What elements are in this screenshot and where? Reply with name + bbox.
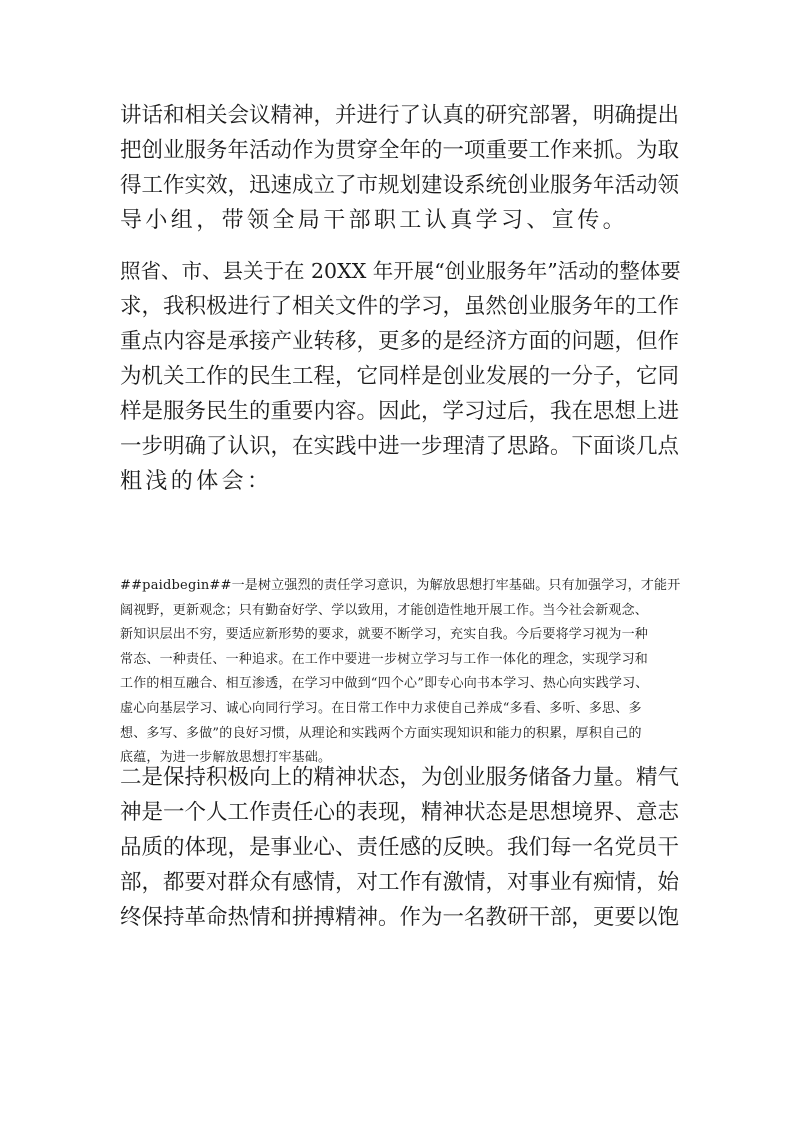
text-line: 为机关工作的民生工程，它同样是创业发展的一分子，它同: [120, 364, 680, 389]
text-line: 底蕴，为进一步解放思想打牢基础。: [120, 750, 332, 766]
text-line: 部，都要对群众有感情，对工作有激情，对事业有痴情，始: [120, 870, 680, 895]
text-line: 工作的相互融合、相互渗透，在学习中做到“四个心”即专心向书本学习、热心向实践学习、: [120, 676, 649, 692]
text-line: 照省、市、县关于在 20XX 年开展“创业服务年”活动的整体要: [120, 259, 681, 283]
paragraph-1: [120, 98, 680, 238]
text-line: 讲话和相关会议精神，并进行了认真的研究部署，明确提出: [120, 103, 680, 128]
text-line: 样是服务民生的重要内容。因此，学习过后，我在思想上进: [120, 399, 680, 424]
text-line: 重点内容是承接产业转移，更多的是经济方面的问题，但作: [120, 329, 680, 354]
text-line: 粗浅的体会：: [120, 469, 273, 494]
text-line: 阔视野，更新观念；只有勤奋好学、学以致用，才能创造性地开展工作。当今社会新观念、: [120, 602, 649, 618]
text-line: 常态、一种责任、一种追求。在工作中要进一步树立学习与工作一体化的理念，实现学习和: [120, 651, 649, 667]
text-line: 导小组，带领全局干部职工认真学习、宣传。: [120, 208, 629, 233]
paragraph-4: [120, 760, 680, 935]
text-line: ##paidbegin##一是树立强烈的责任学习意识，为解放思想打牢基础。只有加强学习，才能开: [120, 578, 681, 593]
paragraph-3: [120, 574, 680, 771]
text-line: 终保持革命热情和拼搏精神。作为一名教研干部，更要以饱: [120, 905, 680, 930]
text-line: 品质的体现，是事业心、责任感的反映。我们每一名党员干: [120, 835, 680, 860]
text-line: 求，我积极进行了相关文件的学习，虽然创业服务年的工作: [120, 294, 680, 319]
text-line: 新知识层出不穷，要适应新形势的要求，就要不断学习，充实自我。今后要将学习视为一种: [120, 627, 649, 643]
text-line: 二是保持积极向上的精神状态，为创业服务储备力量。精气: [120, 765, 680, 790]
text-line: 一步明确了认识，在实践中进一步理清了思路。下面谈几点: [120, 434, 680, 459]
text-line: 把创业服务年活动作为贯穿全年的一项重要工作来抓。为取: [120, 138, 680, 163]
text-line: 虚心向基层学习、诚心向同行学习。在日常工作中力求使自己养成“多看、多听、多思、多: [120, 700, 642, 716]
paragraph-2: [120, 254, 680, 499]
text-line: 神是一个人工作责任心的表现，精神状态是思想境界、意志: [120, 800, 680, 825]
text-line: 得工作实效，迅速成立了市规划建设系统创业服务年活动领: [120, 173, 680, 198]
text-line: 想、多写、多做”的良好习惯，从理论和实践两个方面实现知识和能力的积累，厚积自己的: [120, 725, 642, 741]
